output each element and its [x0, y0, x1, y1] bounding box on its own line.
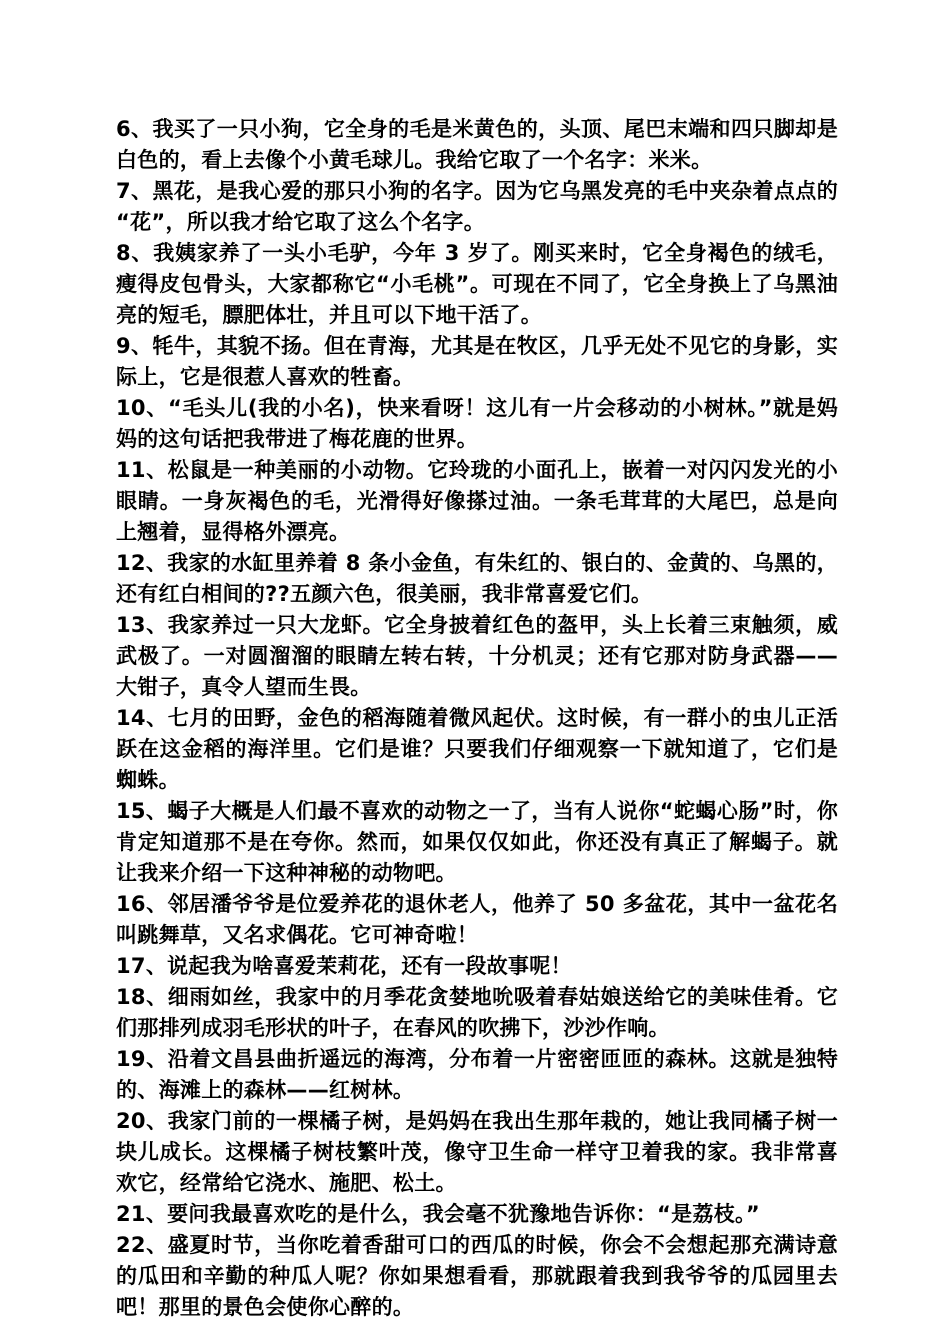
- paragraph-6: 6、我买了一只小狗，它全身的毛是米黄色的，头顶、尾巴末端和四只脚却是白色的，看上去像个小黄毛球儿。我给它取了一个名字：米米。: [116, 117, 838, 172]
- paragraph-22: 22、盛夏时节，当你吃着香甜可口的西瓜的时候，你会不会想起那充满诗意的瓜田和辛勤的种瓜人呢？你如果想看看，那就跟着我到我爷爷的瓜园里去吧！那里的景色会使你心醉的。: [116, 1233, 838, 1319]
- paragraph-10: 10、“毛头儿(我的小名)，快来看呀！这儿有一片会移动的小树林。”就是妈妈的这句话把我带进了梅花鹿的世界。: [116, 396, 838, 451]
- paragraph-9: 9、牦牛，其貌不扬。但在青海，尤其是在牧区，几乎无处不见它的身影，实际上，它是很惹人喜欢的牲畜。: [116, 334, 838, 389]
- paragraph-8: 8、我姨家养了一头小毛驴，今年 3 岁了。刚买来时，它全身褐色的绒毛，瘦得皮包骨头，大家都称它“小毛桃”。可现在不同了，它全身换上了乌黑油亮的短毛，膘肥体壮，并且可以下地干活了。: [116, 241, 838, 327]
- paragraph-18: 18、细雨如丝，我家中的月季花贪婪地吮吸着春姑娘送给它的美味佳肴。它们那排列成羽毛形状的叶子，在春风的吹拂下，沙沙作响。: [116, 985, 838, 1040]
- paragraph-21: 21、要问我最喜欢吃的是什么，我会毫不犹豫地告诉你：“是荔枝。”: [116, 1202, 760, 1226]
- paragraph-14: 14、七月的田野，金色的稻海随着微风起伏。这时候，有一群小的虫儿正活跃在这金稻的海洋里。它们是谁？只要我们仔细观察一下就知道了，它们是蜘蛛。: [116, 706, 838, 792]
- document-page: [116, 114, 838, 1323]
- paragraph-20: 20、我家门前的一棵橘子树，是妈妈在我出生那年栽的，她让我同橘子树一块儿成长。这棵橘子树枝繁叶茂，像守卫生命一样守卫着我的家。我非常喜欢它，经常给它浇水、施肥、松土。: [116, 1109, 838, 1195]
- paragraph-16: 16、邻居潘爷爷是位爱养花的退休老人，他养了 50 多盆花，其中一盆花名叫跳舞草，又名求偶花。它可神奇啦！: [116, 892, 838, 947]
- paragraph-11: 11、松鼠是一种美丽的小动物。它玲珑的小面孔上，嵌着一对闪闪发光的小眼睛。一身灰褐色的毛，光滑得好像搽过油。一条毛茸茸的大尾巴，总是向上翘着，显得格外漂亮。: [116, 458, 838, 544]
- paragraph-15: 15、蝎子大概是人们最不喜欢的动物之一了，当有人说你“蛇蝎心肠”时，你肯定知道那不是在夸你。然而，如果仅仅如此，你还没有真正了解蝎子。就让我来介绍一下这种神秘的动物吧。: [116, 799, 838, 885]
- paragraph-13: 13、我家养过一只大龙虾。它全身披着红色的盔甲，头上长着三束触须，威武极了。一对圆溜溜的眼睛左转右转，十分机灵；还有它那对防身武器——大钳子，真令人望而生畏。: [116, 613, 838, 699]
- paragraph-19: 19、沿着文昌县曲折遥远的海湾，分布着一片密密匝匝的森林。这就是独特的、海滩上的森林——红树林。: [116, 1047, 838, 1102]
- paragraph-7: 7、黑花，是我心爱的那只小狗的名字。因为它乌黑发亮的毛中夹杂着点点的“花”，所以我才给它取了这么个名字。: [116, 179, 838, 234]
- paragraph-17: 17、说起我为啥喜爱茉莉花，还有一段故事呢！: [116, 954, 572, 978]
- paragraph-12: 12、我家的水缸里养着 8 条小金鱼，有朱红的、银白的、金黄的、乌黑的，还有红白相间的??五颜六色，很美丽，我非常喜爱它们。: [116, 551, 838, 606]
